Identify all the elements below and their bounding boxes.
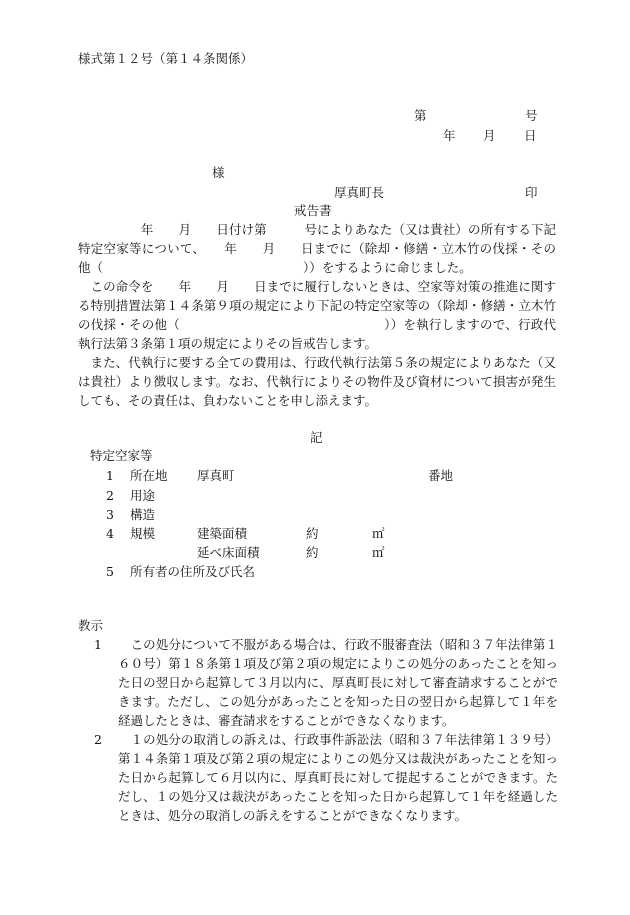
- item-number: 5: [106, 564, 114, 579]
- item-number: 1: [106, 468, 114, 483]
- item-label: 規模: [130, 526, 156, 541]
- item-label: 所有者の住所及び氏名: [130, 564, 256, 579]
- issuer-title: 厚真町長: [334, 185, 385, 200]
- date-year: 年: [443, 128, 456, 143]
- item-label: 用途: [130, 488, 156, 503]
- notice-item-2: [78, 730, 558, 825]
- doc-title: 戒告書: [294, 203, 332, 218]
- notice-item-1: [78, 635, 558, 730]
- body-paragraph-3: また、代執行に要する全ての費用は、行政代執行法第５条の規定によりあなた（又は貴社）より徴収します。なお、代執行によりその物件及び資材について損害が発生しても、その責任は、負わないことを申し添えます。: [78, 355, 556, 408]
- issuer-seal: 印: [525, 185, 538, 200]
- building-area-unit: ㎡: [372, 526, 385, 541]
- item-number: 3: [106, 507, 114, 522]
- date-day: 日: [524, 128, 537, 143]
- item-number: 4: [106, 526, 114, 541]
- date-month: 月: [483, 128, 496, 143]
- item-label: 所在地: [130, 468, 168, 483]
- notice-number: 1: [94, 637, 102, 652]
- doc-number-suffix: 号: [525, 108, 538, 123]
- floor-area-unit: ㎡: [372, 545, 385, 560]
- doc-number-prefix: 第: [414, 108, 427, 123]
- body-text: [78, 220, 556, 410]
- ki-heading: 記: [310, 430, 323, 445]
- building-area-label: 建築面積: [197, 526, 248, 541]
- notice-heading: 教示: [78, 618, 104, 633]
- addressee-suffix: 様: [212, 165, 225, 180]
- floor-area-approx: 約: [306, 545, 319, 560]
- item-number: 2: [106, 488, 114, 503]
- body-paragraph-1: 年 月 日付け第 号によりあなた（又は貴社）の所有する下記特定空家等について、 年 月 日までに（除却・修繕・立木竹の伐採・その他（ ））をするように命じました。: [78, 222, 556, 275]
- body-paragraph-2: この命令を 年 月 日までに履行しないときは、空家等対策の推進に関する特別措置法第１４条第９項の規定により下記の特定空家等の（除却・修繕・立木竹の伐採・その他（ ））を執行しますので、行政代執行法第３条第１項の規定によりその旨戒告します。: [78, 279, 556, 351]
- property-heading: 特定空家等: [90, 448, 153, 463]
- item-label: 構造: [130, 507, 156, 522]
- notice-text: １の処分の取消しの訴えは、行政事件訴訟法（昭和３７年法律第１３９号）第１４条第１項及び第２項の規定によりこの処分又は裁決があったことを知った日から起算して６月以内に、厚真町長に対して提起することができます。ただし、１の処分又は裁決があったことを知った日から起算して１年を経過したときは、処分の取消しの訴えをすることができなくなります。: [118, 732, 558, 823]
- building-area-approx: 約: [306, 526, 319, 541]
- form-title: 様式第１２号（第１４条関係）: [78, 51, 254, 66]
- item-suffix: 番地: [428, 468, 454, 483]
- floor-area-label: 延べ床面積: [197, 545, 260, 560]
- notice-text: この処分について不服がある場合は、行政不服審査法（昭和３７年法律第１６０号）第１８条第１項及び第２項の規定によりこの処分のあったことを知った日の翌日から起算して３月以内に、厚真町長に対して審査請求することができます。ただし、この処分があったことを知った日の翌日から起算して１年を経過したときは、審査請求をすることができなくなります。: [118, 637, 558, 728]
- item-town: 厚真町: [197, 468, 235, 483]
- notice-list: [78, 635, 558, 825]
- notice-number: 2: [94, 732, 102, 747]
